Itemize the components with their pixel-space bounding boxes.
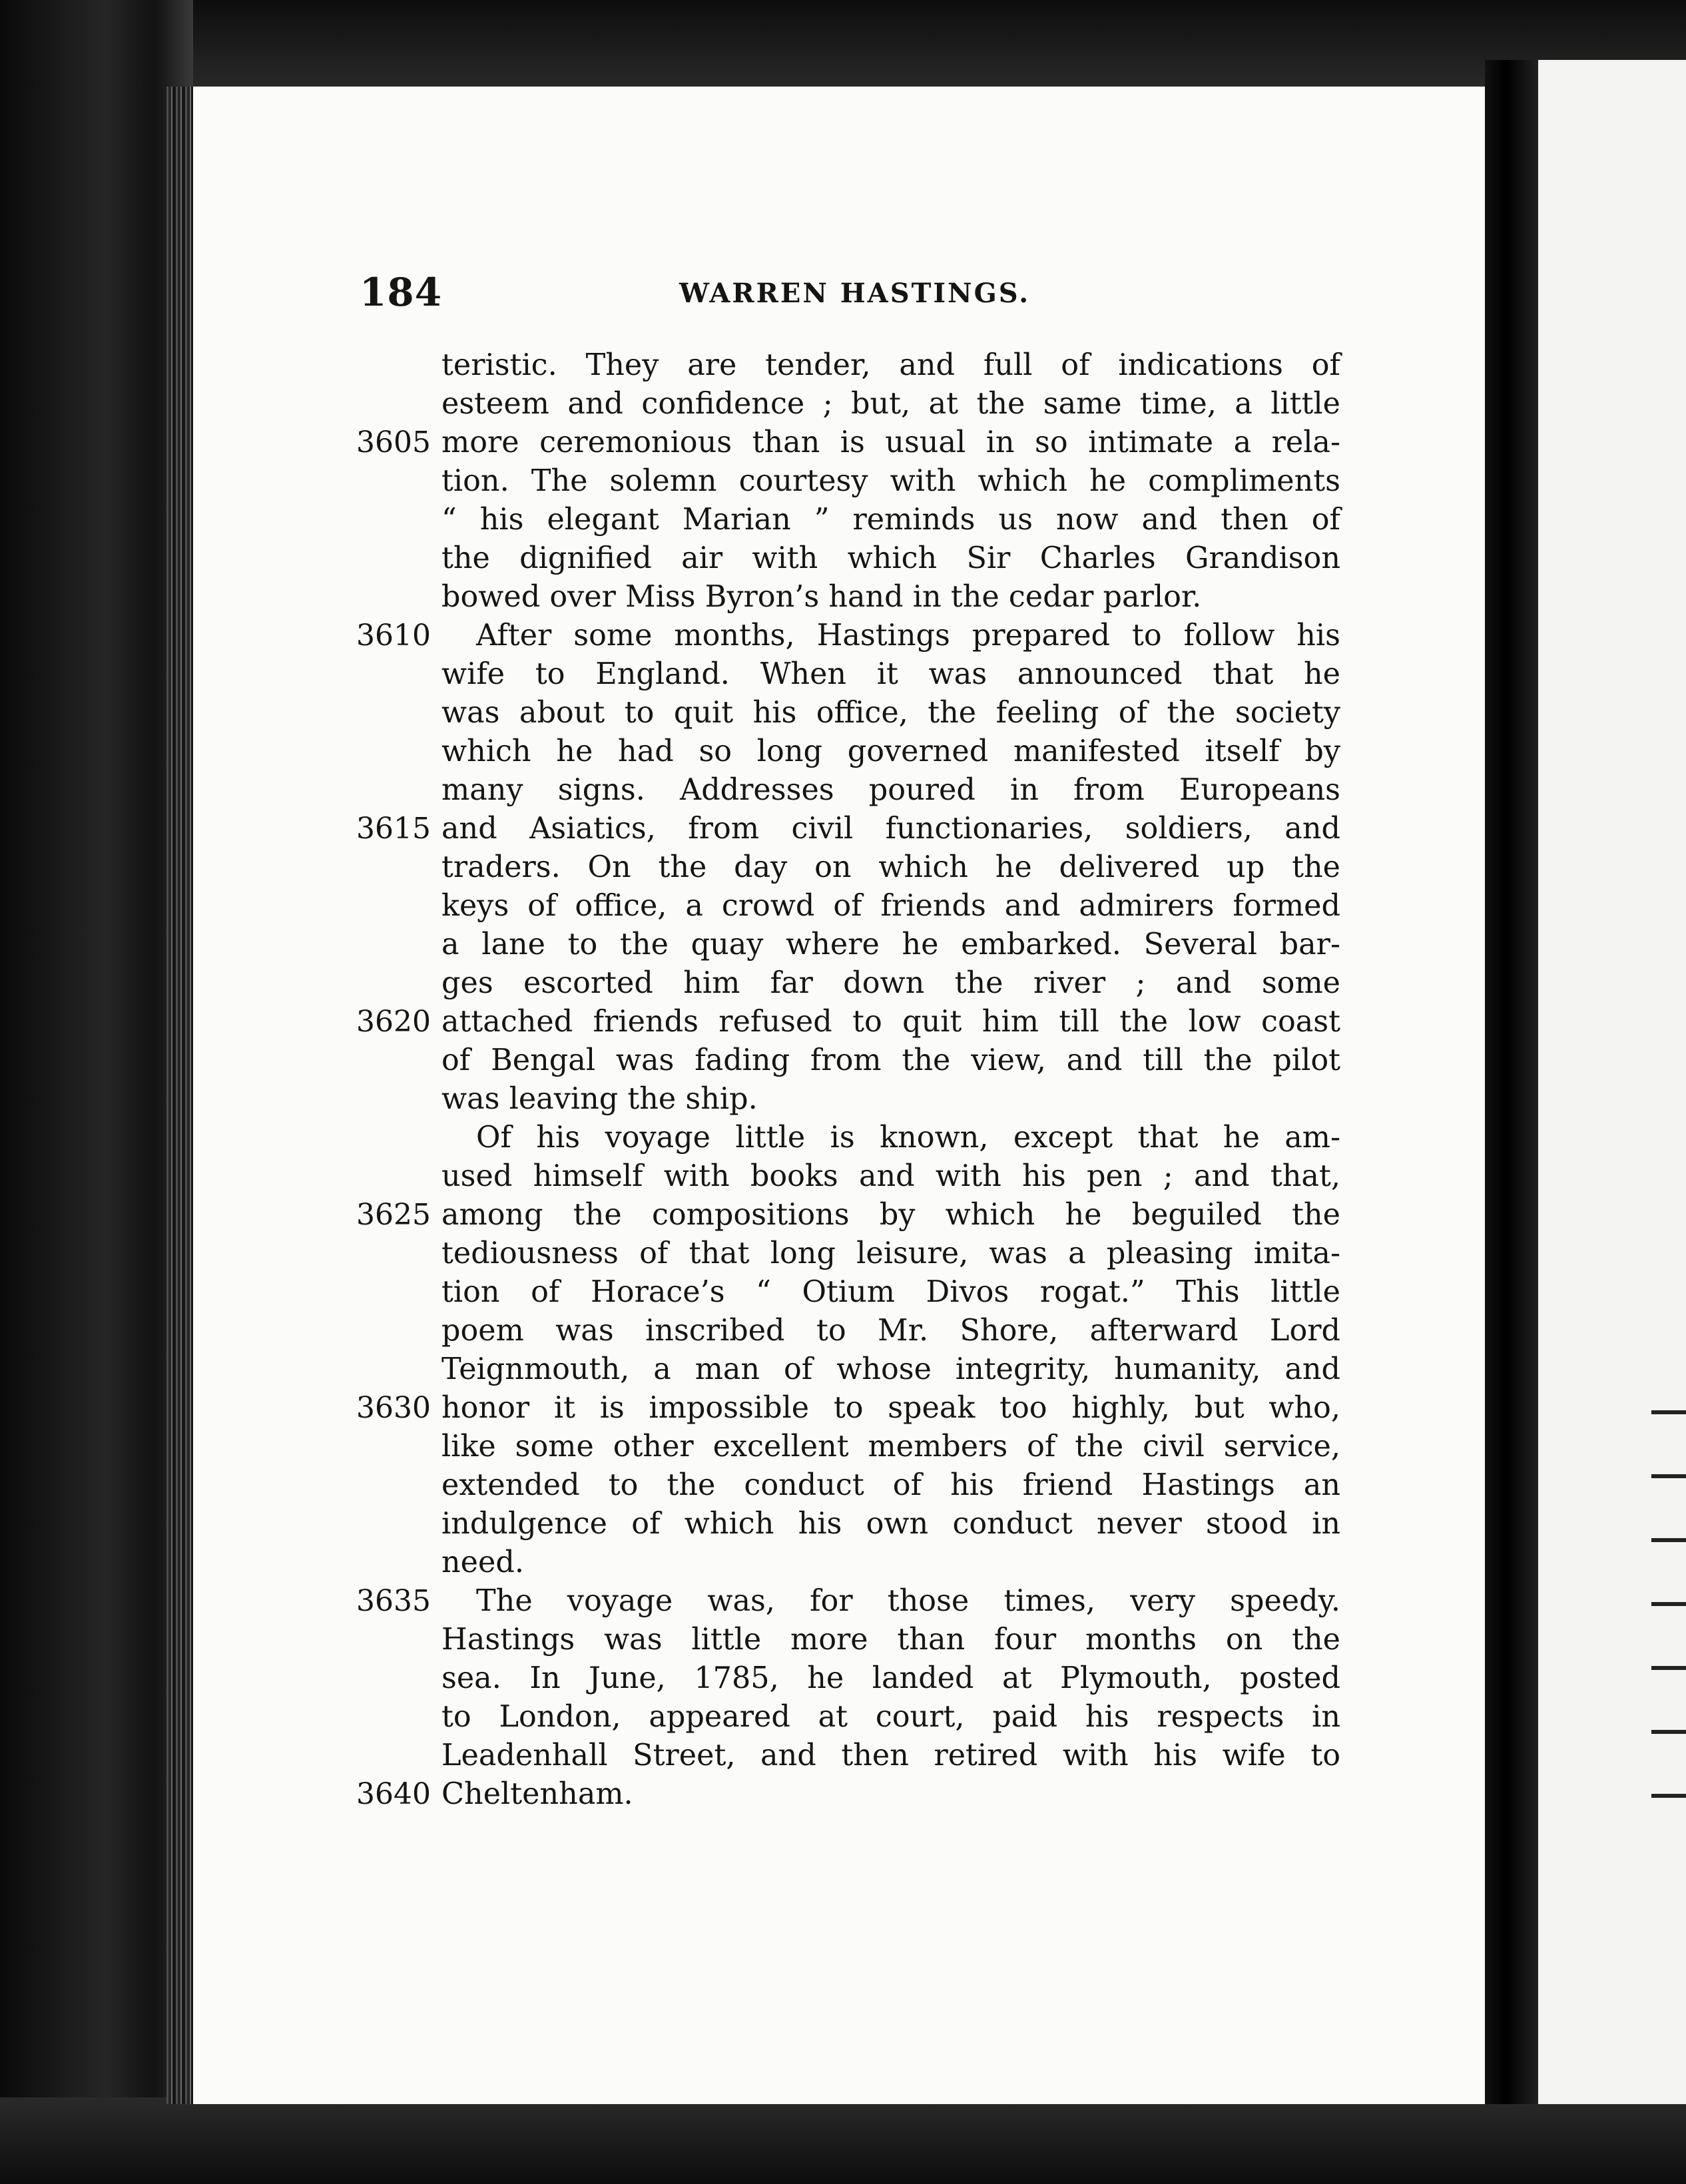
line-text: which he had so long governed manifested itself by [441,734,1340,768]
text-line [356,1737,1388,1775]
line-text: and Asiatics, from civil functionaries, soldiers, and [441,812,1340,846]
line-text: traders. On the day on which he delivered up the [441,850,1340,884]
text-line [356,423,1388,462]
text-line [356,1273,1388,1312]
line-text: extended to the conduct of his friend Hastings an [441,1468,1340,1502]
text-line [356,1659,1388,1698]
line-text: many signs. Addresses poured in from Europeans [441,773,1340,807]
line-text: keys of office, a crowd of friends and admirers formed [441,889,1340,923]
text-line [356,771,1388,810]
line-text: Leadenhall Street, and then retired with his wife to [441,1739,1340,1773]
line-text: was about to quit his office, the feeling of the society [441,696,1340,730]
line-number: 3625 [356,1198,431,1232]
text-line [356,926,1388,964]
line-text: used himself with books and with his pen ; and that, [441,1159,1340,1193]
text-line [356,1041,1388,1080]
line-number: 3620 [356,1005,431,1039]
text-line [356,1621,1388,1659]
line-text: tion. The solemn courtesy with which he compliments [441,464,1340,498]
book-page [193,87,1485,2104]
text-line [356,694,1388,732]
line-text: need. [441,1545,524,1579]
text-line [356,578,1388,617]
binding-edge [166,87,193,2104]
line-text: the dignified air with which Sir Charles Grandison [441,541,1340,575]
line-number: 3640 [356,1777,431,1811]
text-line [356,1505,1388,1543]
line-text: indulgence of which his own conduct never stood in [441,1507,1340,1541]
text-line [356,1582,1388,1621]
line-text: tion of Horace’s “ Otium Divos rogat.” This little [441,1275,1340,1309]
text-line [356,732,1388,771]
text-line [356,1698,1388,1737]
text-line [356,539,1388,578]
line-number: 3610 [356,619,431,653]
line-text: of Bengal was fading from the view, and till the pilot [441,1043,1340,1077]
line-text: like some other excellent members of the civil service, [441,1430,1340,1464]
line-text: Cheltenham. [441,1777,633,1811]
text-line [356,462,1388,501]
line-text: Of his voyage little is known, except that he am- [476,1121,1340,1155]
line-text: attached friends refused to quit him till the low coast [441,1005,1340,1039]
line-text: poem was inscribed to Mr. Shore, afterward Lord [441,1314,1340,1348]
line-number: 3630 [356,1391,431,1425]
line-text: a lane to the quay where he embarked. Several bar- [441,928,1340,961]
text-line [356,1234,1388,1273]
book-gutter [1485,60,1538,2104]
scan-background-top [0,0,1686,93]
line-text: The voyage was, for those times, very speedy. [476,1584,1340,1618]
text-line [356,810,1388,848]
line-text: honor it is impossible to speak too highly, but who, [441,1391,1340,1425]
text-line [356,1775,1388,1814]
text-line [356,1119,1388,1157]
text-line [356,1466,1388,1505]
line-number: 3605 [356,425,431,459]
scan-background-left [0,0,193,2184]
page-number: 184 [360,270,443,315]
running-head [360,270,1219,316]
text-line [356,1003,1388,1041]
text-line [356,1196,1388,1234]
text-line [356,887,1388,926]
text-line [356,501,1388,539]
line-text: wife to England. When it was announced that he [441,657,1340,691]
line-number: 3615 [356,812,431,846]
text-line [356,1312,1388,1350]
line-text: esteem and confidence ; but, at the same time, a little [441,387,1340,421]
line-text: among the compositions by which he beguiled the [441,1198,1340,1232]
text-line [356,1157,1388,1196]
line-text: “ his elegant Marian ” reminds us now and then of [441,503,1340,537]
line-text: more ceremonious than is usual in so intimate a rela- [441,425,1340,459]
scan-background-bottom [0,2097,1686,2184]
line-text: teristic. They are tender, and full of indications of [441,348,1340,382]
text-line [356,655,1388,694]
text-line [356,617,1388,655]
line-text: to London, appeared at court, paid his respects in [441,1700,1340,1734]
text-line [356,1080,1388,1119]
line-text: Hastings was little more than four months on the [441,1623,1340,1657]
text-line [356,848,1388,887]
line-text: Teignmouth, a man of whose integrity, humanity, and [441,1352,1340,1386]
running-title: WARREN HASTINGS. [679,278,1031,309]
line-text: ges escorted him far down the river ; and some [441,966,1340,1000]
line-text: sea. In June, 1785, he landed at Plymouth, posted [441,1661,1340,1695]
text-line [356,1389,1388,1428]
body-text [356,346,1388,1814]
line-text: was leaving the ship. [441,1082,758,1116]
text-line [356,385,1388,423]
text-line [356,1543,1388,1582]
line-text: After some months, Hastings prepared to follow his [476,619,1340,653]
text-line [356,964,1388,1003]
line-text: tediousness of that long leisure, was a pleasing imita- [441,1236,1340,1270]
line-text: bowed over Miss Byron’s hand in the cedar parlor. [441,580,1202,614]
text-line [356,1350,1388,1389]
adjacent-page-marks [1651,1385,1686,1851]
text-line [356,1428,1388,1466]
text-line [356,346,1388,385]
line-number: 3635 [356,1584,431,1618]
